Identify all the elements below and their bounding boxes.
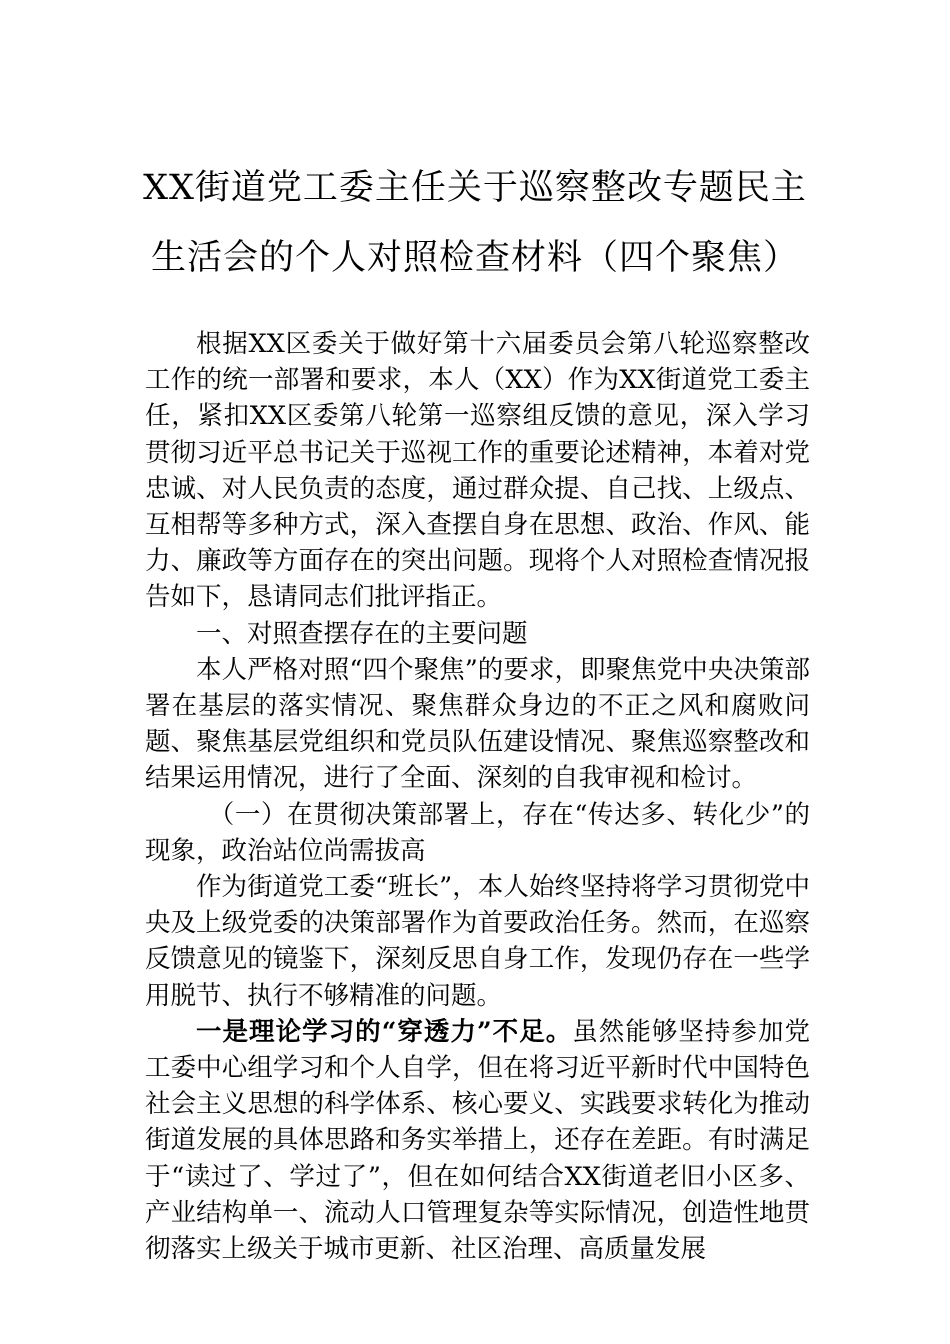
point-body-text: 虽然能够坚持参加党工委中心组学习和个人自学，但在将习近平新时代中国特色社会主义思想的科学体系、核心要义、实践要求转化为推动街道发展的具体思路和务实举措上，还存在差距。有时满足于“读过了、学过了”，但在如何结合XX街道老旧小区多、产业结构单一、流动人口管理复杂等实际情况，创造性地贯彻落实上级关于城市更新、社区治理、高质量发展: [145, 1016, 810, 1265]
document-title-line-2: 生活会的个人对照检查材料（四个聚焦）: [150, 238, 799, 278]
point-lead-text: 一是理论学习的“穿透力”不足。: [196, 1016, 573, 1047]
subsection-heading: （一）在贯彻决策部署上，存在“传达多、转化少”的现象，政治站位尚需拔高: [145, 799, 810, 866]
point-paragraph: [145, 1014, 810, 1267]
intro-paragraph: 根据XX区委关于做好第十六届委员会第八轮巡察整改工作的统一部署和要求，本人（XX）作为XX街道党工委主任，紧扣XX区委第八轮第一巡察组反馈的意见，深入学习贯彻习近平总书记关于巡视工作的重要论述精神，本着对党忠诚、对人民负责的态度，通过群众提、自己找、上级点、互相帮等多种方式，深入查摆自身在思想、政治、作风、能力、廉政等方面存在的突出问题。现将个人对照检查情况报告如下，恳请同志们批评指正。: [145, 329, 810, 613]
section-body-paragraph: 本人严格对照“四个聚焦”的要求，即聚焦党中央决策部署在基层的落实情况、聚焦群众身边的不正之风和腐败问题、聚焦基层党组织和党员队伍建设情况、聚焦巡察整改和结果运用情况，进行了全面、深刻的自我审视和检讨。: [145, 654, 810, 794]
subsection-body-paragraph: 作为街道党工委“班长”，本人始终坚持将学习贯彻党中央及上级党委的决策部署作为首要政治任务。然而，在巡察反馈意见的镜鉴下，深刻反思自身工作，发现仍存在一些学用脱节、执行不够精准的问题。: [145, 872, 810, 1011]
section-heading: 一、对照查摆存在的主要问题: [196, 618, 528, 649]
document-body: [145, 326, 810, 1267]
document-title-line-1: XX街道党工委主任关于巡察整改专题民主: [143, 168, 807, 208]
